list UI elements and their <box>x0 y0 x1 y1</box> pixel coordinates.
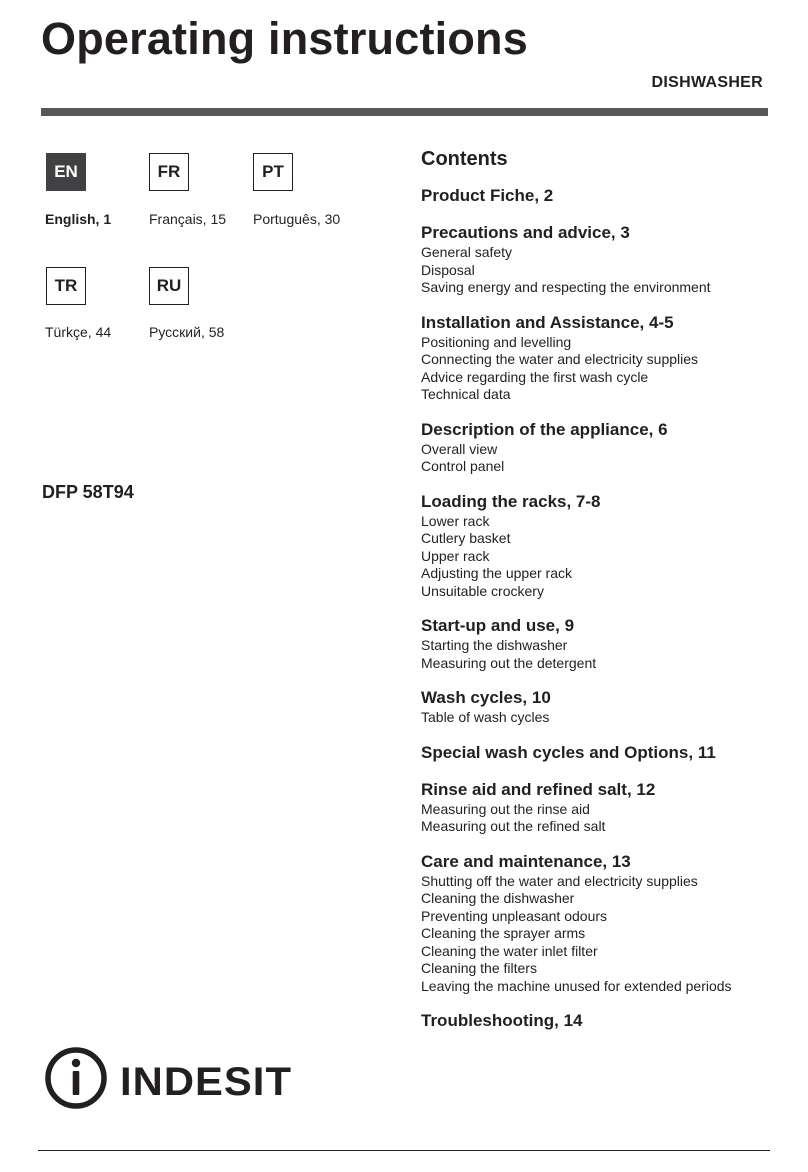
toc-subitem[interactable]: Measuring out the rinse aid <box>421 800 590 817</box>
toc-subitem[interactable]: Cleaning the filters <box>421 960 537 976</box>
toc-section <box>421 615 791 672</box>
lang-label-ru[interactable]: Русский, 58 <box>149 324 225 340</box>
toc-subitem[interactable]: Upper rack <box>421 547 490 564</box>
toc-section-title[interactable]: Troubleshooting, 14 <box>421 1011 583 1030</box>
lang-box-ru[interactable]: RU <box>149 267 189 305</box>
toc-section <box>421 687 791 727</box>
toc-subitem[interactable]: Cleaning the water inlet filter <box>421 942 598 959</box>
toc-section-title[interactable]: Special wash cycles and Options, 11 <box>421 742 716 762</box>
toc-section-title[interactable]: Precautions and advice, 3 <box>421 223 630 242</box>
indesit-logo <box>44 1046 294 1110</box>
lang-box-pt[interactable]: PT <box>253 153 293 191</box>
product-category: DISHWASHER <box>651 74 763 91</box>
toc-section <box>421 222 791 297</box>
toc-subitem[interactable]: Shutting off the water and electricity supplies <box>421 872 698 889</box>
toc-section <box>421 312 791 404</box>
lang-label-en[interactable]: English, 1 <box>45 211 112 227</box>
lang-label-pt[interactable]: Português, 30 <box>253 211 341 227</box>
toc-section-title[interactable]: Product Fiche, 2 <box>421 186 554 205</box>
toc-section-title[interactable]: Wash cycles, 10 <box>421 688 551 707</box>
toc-subitem[interactable]: General safety <box>421 244 513 260</box>
toc-subitem[interactable]: Cutlery basket <box>421 530 511 546</box>
toc-section-title[interactable]: Rinse aid and refined salt, 12 <box>421 779 656 799</box>
toc-subitem[interactable]: Control panel <box>421 458 505 474</box>
brand-name: INDESIT <box>120 1060 292 1104</box>
toc-section <box>421 851 791 996</box>
header-divider <box>41 108 768 116</box>
lang-box-en[interactable]: EN <box>46 153 86 191</box>
toc-section-title[interactable]: Installation and Assistance, 4-5 <box>421 312 674 332</box>
toc-section <box>421 419 791 476</box>
toc-subitem[interactable]: Connecting the water and electricity supplies <box>421 351 699 367</box>
toc-subitem[interactable]: Lower rack <box>421 512 490 529</box>
lang-label-fr[interactable]: Français, 15 <box>149 211 227 227</box>
toc-section <box>421 185 791 207</box>
toc-section <box>421 742 791 764</box>
toc-subitem[interactable]: Advice regarding the first wash cycle <box>421 368 649 385</box>
toc-subitem[interactable]: Cleaning the dishwasher <box>421 890 575 906</box>
toc-subitem[interactable]: Adjusting the upper rack <box>421 565 572 581</box>
toc-section <box>421 779 791 836</box>
toc-subitem[interactable]: Cleaning the sprayer arms <box>421 925 586 941</box>
toc-section-title[interactable]: Start-up and use, 9 <box>421 616 575 635</box>
toc-section <box>421 1010 791 1032</box>
toc-section-title[interactable]: Description of the appliance, 6 <box>421 419 668 439</box>
toc-subitem[interactable]: Starting the dishwasher <box>421 637 568 653</box>
toc-subitem[interactable]: Overall view <box>421 440 498 457</box>
toc-subitem[interactable]: Unsuitable crockery <box>421 582 544 599</box>
footer-divider <box>38 1150 770 1151</box>
toc-subitem[interactable]: Measuring out the refined salt <box>421 818 606 834</box>
contents-heading: Contents <box>421 148 508 170</box>
model-number: DFP 58T94 <box>42 482 134 502</box>
toc-section-title[interactable]: Care and maintenance, 13 <box>421 851 631 871</box>
toc-section <box>421 491 791 601</box>
toc-subitem[interactable]: Disposal <box>421 261 475 278</box>
toc-subitem[interactable]: Saving energy and respecting the environment <box>421 279 711 295</box>
lang-label-tr[interactable]: Türkçe, 44 <box>45 324 112 340</box>
toc-subitem[interactable]: Measuring out the detergent <box>421 654 597 671</box>
toc-subitem[interactable]: Leaving the machine unused for extended periods <box>421 977 732 994</box>
toc-subitem[interactable]: Positioning and levelling <box>421 333 572 350</box>
table-of-contents <box>421 185 791 1047</box>
toc-subitem[interactable]: Table of wash cycles <box>421 709 550 725</box>
page-title: Operating instructions <box>41 13 528 64</box>
lang-box-fr[interactable]: FR <box>149 153 189 191</box>
toc-subitem[interactable]: Technical data <box>421 386 511 402</box>
toc-subitem[interactable]: Preventing unpleasant odours <box>421 907 608 924</box>
toc-section-title[interactable]: Loading the racks, 7-8 <box>421 491 601 511</box>
lang-box-tr[interactable]: TR <box>46 267 86 305</box>
